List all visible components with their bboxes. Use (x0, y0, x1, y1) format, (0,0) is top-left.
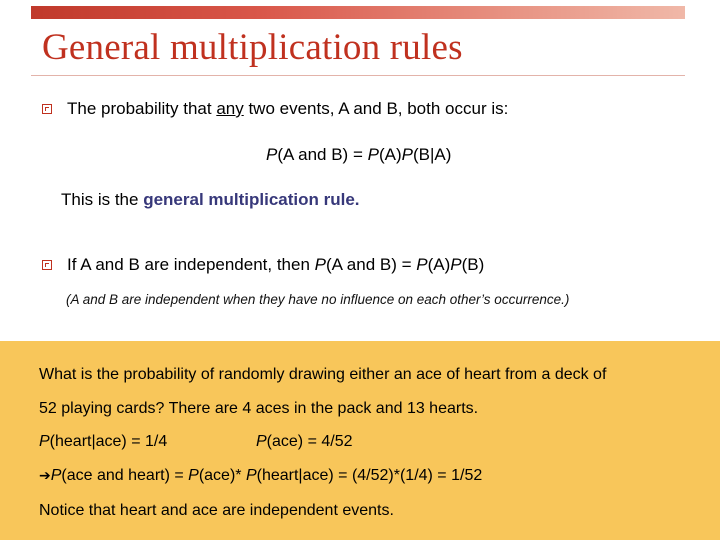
bullet2-text: (A and B) = (326, 255, 417, 274)
calc-text: (ace)* (198, 467, 246, 484)
rule-statement-prefix: This is the (61, 190, 144, 209)
bullet2-text: If A and B are independent, then (67, 255, 315, 274)
title-underline-rule (31, 75, 685, 76)
rule-name-highlight: general multiplication rule. (143, 190, 360, 209)
given-ace (256, 433, 353, 451)
square-bullet-icon (42, 260, 52, 270)
bullet2-p: P (450, 255, 462, 274)
example-question-line1: What is the probability of randomly drawing either an ace of heart from a deck of (39, 366, 607, 383)
independence-note: (A and B are independent when they have no influence on each other’s occurrence.) (66, 292, 570, 307)
bullet1-text-before: The probability that (67, 99, 217, 118)
formula-p: P (367, 145, 379, 164)
square-bullet-icon (42, 104, 52, 114)
calc-p: P (188, 467, 199, 484)
given-text: (ace) = 4/52 (266, 433, 353, 450)
example-question-line2: 52 playing cards? There are 4 aces in the pack and 13 hearts. (39, 400, 479, 417)
given-p: P (39, 433, 50, 450)
example-conclusion: Notice that heart and ace are independent events. (39, 502, 394, 519)
formula-text: (A) (378, 145, 402, 164)
right-arrow-icon: ➔ (39, 468, 51, 484)
bullet-independent-events (67, 255, 484, 275)
calc-p: P (245, 467, 257, 484)
calc-text: (ace and heart) = (61, 467, 189, 484)
bullet2-text: (A) (427, 255, 451, 274)
bullet1-text-after: two events, A and B, both occur is: (243, 99, 509, 118)
bullet2-text: (B) (461, 255, 485, 274)
title-accent-bar (31, 6, 685, 19)
formula-text: (B|A) (412, 145, 452, 164)
rule-statement (61, 190, 360, 210)
bullet2-p: P (314, 255, 326, 274)
bullet2-p: P (416, 255, 428, 274)
formula-p: P (266, 145, 278, 164)
formula-text: (A and B) = (277, 145, 368, 164)
bullet1-emphasis-any: any (216, 99, 244, 118)
slide-title: General multiplication rules (42, 27, 463, 68)
given-p: P (256, 433, 267, 450)
example-box (0, 341, 720, 540)
calc-p: P (50, 467, 62, 484)
formula-p: P (401, 145, 413, 164)
calculation-line (39, 467, 482, 485)
given-heart-given-ace (39, 433, 167, 451)
given-text: (heart|ace) = 1/4 (49, 433, 168, 450)
bullet-any-two-events (67, 99, 508, 119)
calc-text: (heart|ace) = (4/52)*(1/4) = 1/52 (256, 467, 483, 484)
general-rule-formula (266, 145, 451, 165)
